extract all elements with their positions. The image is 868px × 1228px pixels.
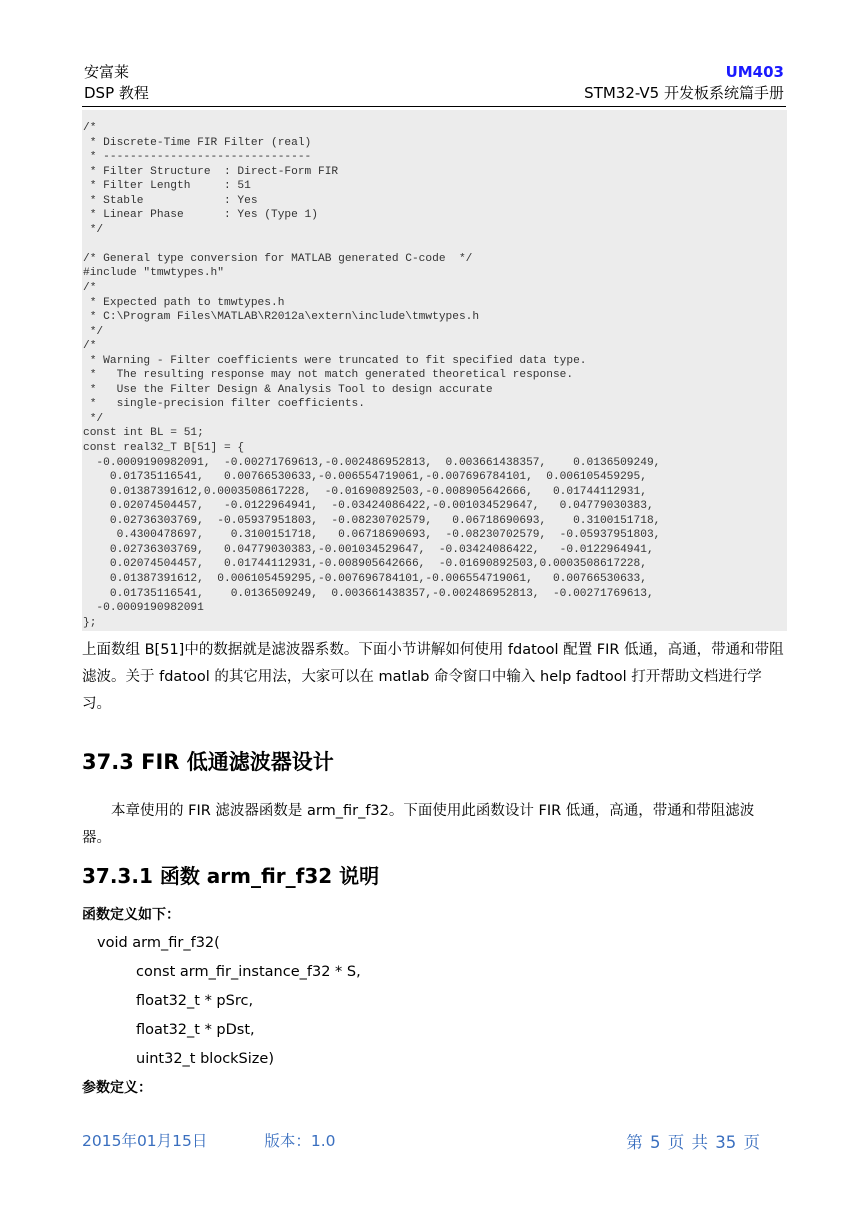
function-definition-label: 函数定义如下： (82, 907, 180, 923)
function-signature-line: uint32_t blockSize) (136, 1051, 274, 1067)
function-signature-line: const arm_fir_instance_f32 * S, (136, 964, 361, 980)
function-signature-line: float32_t * pDst, (136, 1022, 255, 1038)
footer-version: 版本：1.0 (264, 1132, 336, 1150)
paragraph-fdatool: 上面数组 B[51]中的数据就是滤波器系数。下面小节讲解如何使用 fdatool 配置 FIR 低通，高通，带通和带阻滤波。关于 fdatool 的其它用法，大家可以在 matlab 命令窗口中输入 help fadtool 打开帮助文档进行学习。 (82, 642, 784, 712)
header-doc-title: STM32-V5 开发板系统篇手册 (584, 84, 784, 102)
header-left (84, 62, 149, 104)
subsection-heading: 37.3.1 函数 arm_fir_f32 说明 (82, 864, 380, 888)
code-text: /* * Discrete-Time FIR Filter (real) * ------------------------------- * Filter Structure : Direct-Form FIR * Filter Length : 51 * Stable : Yes * Linear Phase : Yes (Type 1) */ /* General type conversion for MATLAB generated C-code */ #include "tmwtypes.h" /* * Expected path to tmwtypes.h * C:\Program Files\MATLAB\R2012a\extern\include\tmwtypes.h */ /* * Warning - Filter coefficients were truncated to fit specified data type. * The resulting response may not match generated theoretical response. * Use the Filter Design & Analysis Tool to design accurate * single-precision filter coefficients. */ const int BL = 51; const real32_T B[51] = { -0.0009190982091, -0.00271769613,-0.002486952813, 0.003661438357, 0.0136509249, 0.01735116541, 0.00766530633,-0.006554719061,-0.007696784101, 0.006105459295, 0.01387391612,0.0003508617228, -0.01690892503,-0.008905642666, 0.01744112931, 0.02074504457, -0.0122964941, -0.03424086422,-0.001034529647, 0.04779030383, 0.02736303769, -0.05937951803, -0.08230702579, 0.06718690693, 0.3100151718, 0.4300478697, 0.3100151718, 0.06718690693, -0.08230702579, -0.05937951803, 0.02736303769, 0.04779030383,-0.001034529647, -0.03424086422, -0.0122964941, 0.02074504457, 0.01744112931,-0.008905642666, -0.01690892503,0.0003508617228, 0.01387391612, 0.006105459295,-0.007696784101,-0.006554719061, 0.00766530633, 0.01735116541, 0.0136509249, 0.003661438357,-0.002486952813, -0.00271769613, -0.0009190982091 }; (83, 122, 661, 629)
paragraph-intro: 本章使用的 FIR 滤波器函数是 arm_fir_f32。下面使用此函数设计 FIR 低通，高通，带通和带阻滤波器。 (82, 803, 755, 846)
header-right (584, 62, 784, 104)
section-heading: 37.3 FIR 低通滤波器设计 (82, 750, 334, 774)
header-company: 安富莱 (84, 63, 130, 81)
header-tutorial: DSP 教程 (84, 84, 149, 102)
function-signature-line: float32_t * pSrc, (136, 993, 254, 1009)
parameter-definition-label: 参数定义： (82, 1080, 152, 1096)
header-doc-code: UM403 (725, 63, 784, 81)
footer-page-number: 第 5 页 共 35 页 (626, 1133, 760, 1152)
header-divider (82, 106, 786, 107)
code-listing (82, 110, 787, 631)
function-signature-line: void arm_fir_f32( (97, 935, 220, 951)
footer-left (82, 1129, 388, 1151)
footer-date: 2015年01月15日 (82, 1132, 208, 1150)
